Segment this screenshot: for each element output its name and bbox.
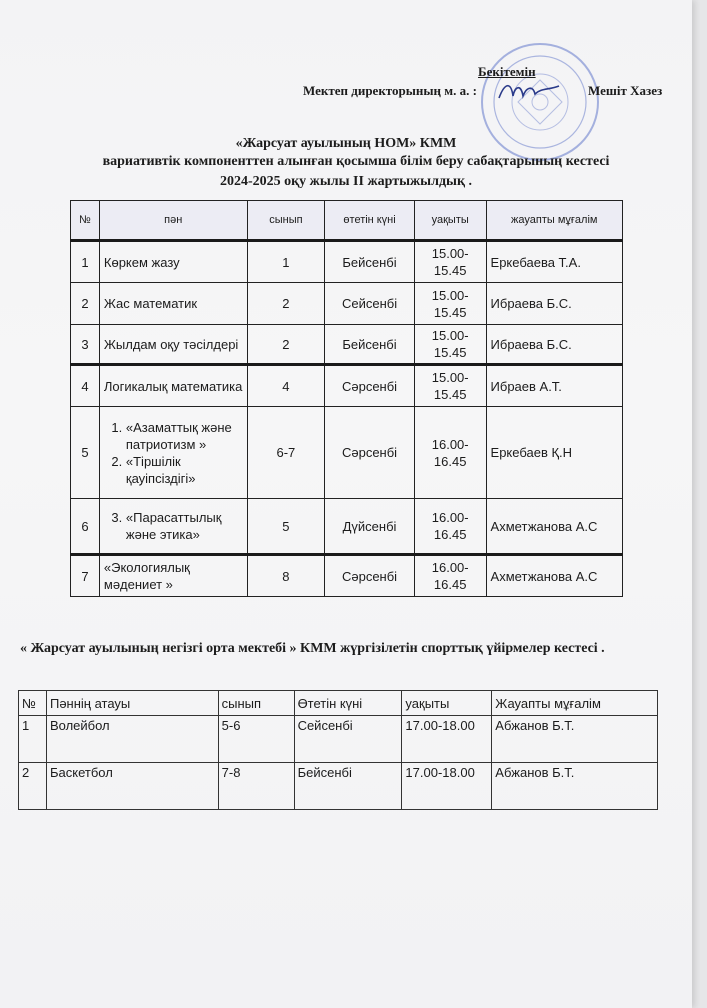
director-name: Мешіт Хазез bbox=[588, 83, 663, 98]
grade-cell: 8 bbox=[247, 555, 325, 597]
header-number: № bbox=[19, 691, 47, 716]
header-time: уақыты bbox=[414, 201, 486, 241]
teacher-cell: Ибраева Б.С. bbox=[486, 283, 622, 325]
subject-cell: «Экологиялық мәдениет » bbox=[99, 555, 247, 597]
time-cell: 16.00-16.45 bbox=[414, 407, 486, 499]
grade-cell: 2 bbox=[247, 325, 325, 365]
sport-section-title: « Жарсуат ауылының негізгі орта мектебі » КММ жүргізілетін спорттық үйірмелер кестесі . bbox=[20, 641, 605, 656]
sport-header-row bbox=[19, 691, 658, 716]
director-signature bbox=[495, 78, 565, 106]
teacher-cell: Ахметжанова А.С bbox=[486, 555, 622, 597]
teacher-cell: Ибраева Б.С. bbox=[486, 325, 622, 365]
grade-cell: 2 bbox=[247, 283, 325, 325]
subject-cell bbox=[99, 407, 247, 499]
header-teacher: жауапты мұғалім bbox=[486, 201, 622, 241]
time-cell: 15.00-15.45 bbox=[414, 325, 486, 365]
table-row bbox=[71, 325, 623, 365]
director-label: Мектеп директорының м. а. : bbox=[303, 83, 477, 98]
grade-cell: 1 bbox=[247, 241, 325, 283]
table-row bbox=[71, 283, 623, 325]
subject-cell: Логикалық математика bbox=[99, 365, 247, 407]
subject-list bbox=[104, 419, 243, 487]
grade-cell: 4 bbox=[247, 365, 325, 407]
document-title-line2: вариативтік компоненттен алынған қосымша білім беру сабақтарының кестесі bbox=[102, 154, 610, 169]
day-cell: Сәрсенбі bbox=[325, 365, 415, 407]
header-day: өтетін күні bbox=[325, 201, 415, 241]
day-cell: Сәрсенбі bbox=[325, 407, 415, 499]
teacher-cell: Абжанов Б.Т. bbox=[492, 763, 658, 810]
time-cell: 17.00-18.00 bbox=[402, 763, 492, 810]
subject-cell: Көркем жазу bbox=[99, 241, 247, 283]
grade-cell: 5-6 bbox=[218, 716, 294, 763]
day-cell: Бейсенбі bbox=[294, 763, 402, 810]
row-number: 7 bbox=[71, 555, 100, 597]
subject-cell: Баскетбол bbox=[46, 763, 218, 810]
time-cell: 15.00-15.45 bbox=[414, 283, 486, 325]
grade-cell: 7-8 bbox=[218, 763, 294, 810]
day-cell: Бейсенбі bbox=[325, 241, 415, 283]
schedule-header-row bbox=[71, 201, 623, 241]
table-row bbox=[19, 763, 658, 810]
approval-label: Бекітемін bbox=[478, 64, 536, 79]
header-grade: сынып bbox=[247, 201, 325, 241]
subject-cell: Жылдам оқу тәсілдері bbox=[99, 325, 247, 365]
document-title-line1: «Жарсуат ауылының НОМ» КММ bbox=[235, 136, 457, 151]
time-cell: 17.00-18.00 bbox=[402, 716, 492, 763]
table-row bbox=[71, 407, 623, 499]
header-grade: сынып bbox=[218, 691, 294, 716]
time-cell: 15.00-15.45 bbox=[414, 365, 486, 407]
table-row bbox=[71, 555, 623, 597]
day-cell: Дүйсенбі bbox=[325, 499, 415, 555]
subject-list-item: 2. «Тіршілік қауіпсіздігі» bbox=[126, 453, 243, 487]
row-number: 2 bbox=[71, 283, 100, 325]
day-cell: Бейсенбі bbox=[325, 325, 415, 365]
day-cell: Сәрсенбі bbox=[325, 555, 415, 597]
teacher-cell: Абжанов Б.Т. bbox=[492, 716, 658, 763]
time-cell: 16.00-16.45 bbox=[414, 555, 486, 597]
row-number: 6 bbox=[71, 499, 100, 555]
header-time: уақыты bbox=[402, 691, 492, 716]
grade-cell: 5 bbox=[247, 499, 325, 555]
row-number: 3 bbox=[71, 325, 100, 365]
table-row bbox=[19, 716, 658, 763]
row-number: 1 bbox=[19, 716, 47, 763]
header-day: Өтетін күні bbox=[294, 691, 402, 716]
day-cell: Сейсенбі bbox=[325, 283, 415, 325]
row-number: 1 bbox=[71, 241, 100, 283]
header-subject: пән bbox=[99, 201, 247, 241]
subject-list bbox=[104, 509, 243, 543]
header-subject: Пәннің атауы bbox=[46, 691, 218, 716]
teacher-cell: Еркебаева Т.А. bbox=[486, 241, 622, 283]
subject-list-item: 1. «Азаматтық және патриотизм » bbox=[126, 419, 243, 453]
subject-list-item: 3. «Парасаттылық және этика» bbox=[126, 509, 243, 543]
subject-cell: Волейбол bbox=[46, 716, 218, 763]
schedule-table bbox=[70, 200, 623, 597]
document-title-line3: 2024-2025 оқу жылы II жартыжылдық . bbox=[219, 174, 473, 189]
teacher-cell: Еркебаев Қ.Н bbox=[486, 407, 622, 499]
grade-cell: 6-7 bbox=[247, 407, 325, 499]
table-row bbox=[71, 241, 623, 283]
row-number: 2 bbox=[19, 763, 47, 810]
time-cell: 15.00-15.45 bbox=[414, 241, 486, 283]
subject-cell bbox=[99, 499, 247, 555]
header-number: № bbox=[71, 201, 100, 241]
table-row bbox=[71, 365, 623, 407]
day-cell: Сейсенбі bbox=[294, 716, 402, 763]
row-number: 4 bbox=[71, 365, 100, 407]
teacher-cell: Ибраев А.Т. bbox=[486, 365, 622, 407]
sport-clubs-table bbox=[18, 690, 658, 810]
row-number: 5 bbox=[71, 407, 100, 499]
table-row bbox=[71, 499, 623, 555]
time-cell: 16.00-16.45 bbox=[414, 499, 486, 555]
teacher-cell: Ахметжанова А.С bbox=[486, 499, 622, 555]
header-teacher: Жауапты мұғалім bbox=[492, 691, 658, 716]
subject-cell: Жас математик bbox=[99, 283, 247, 325]
